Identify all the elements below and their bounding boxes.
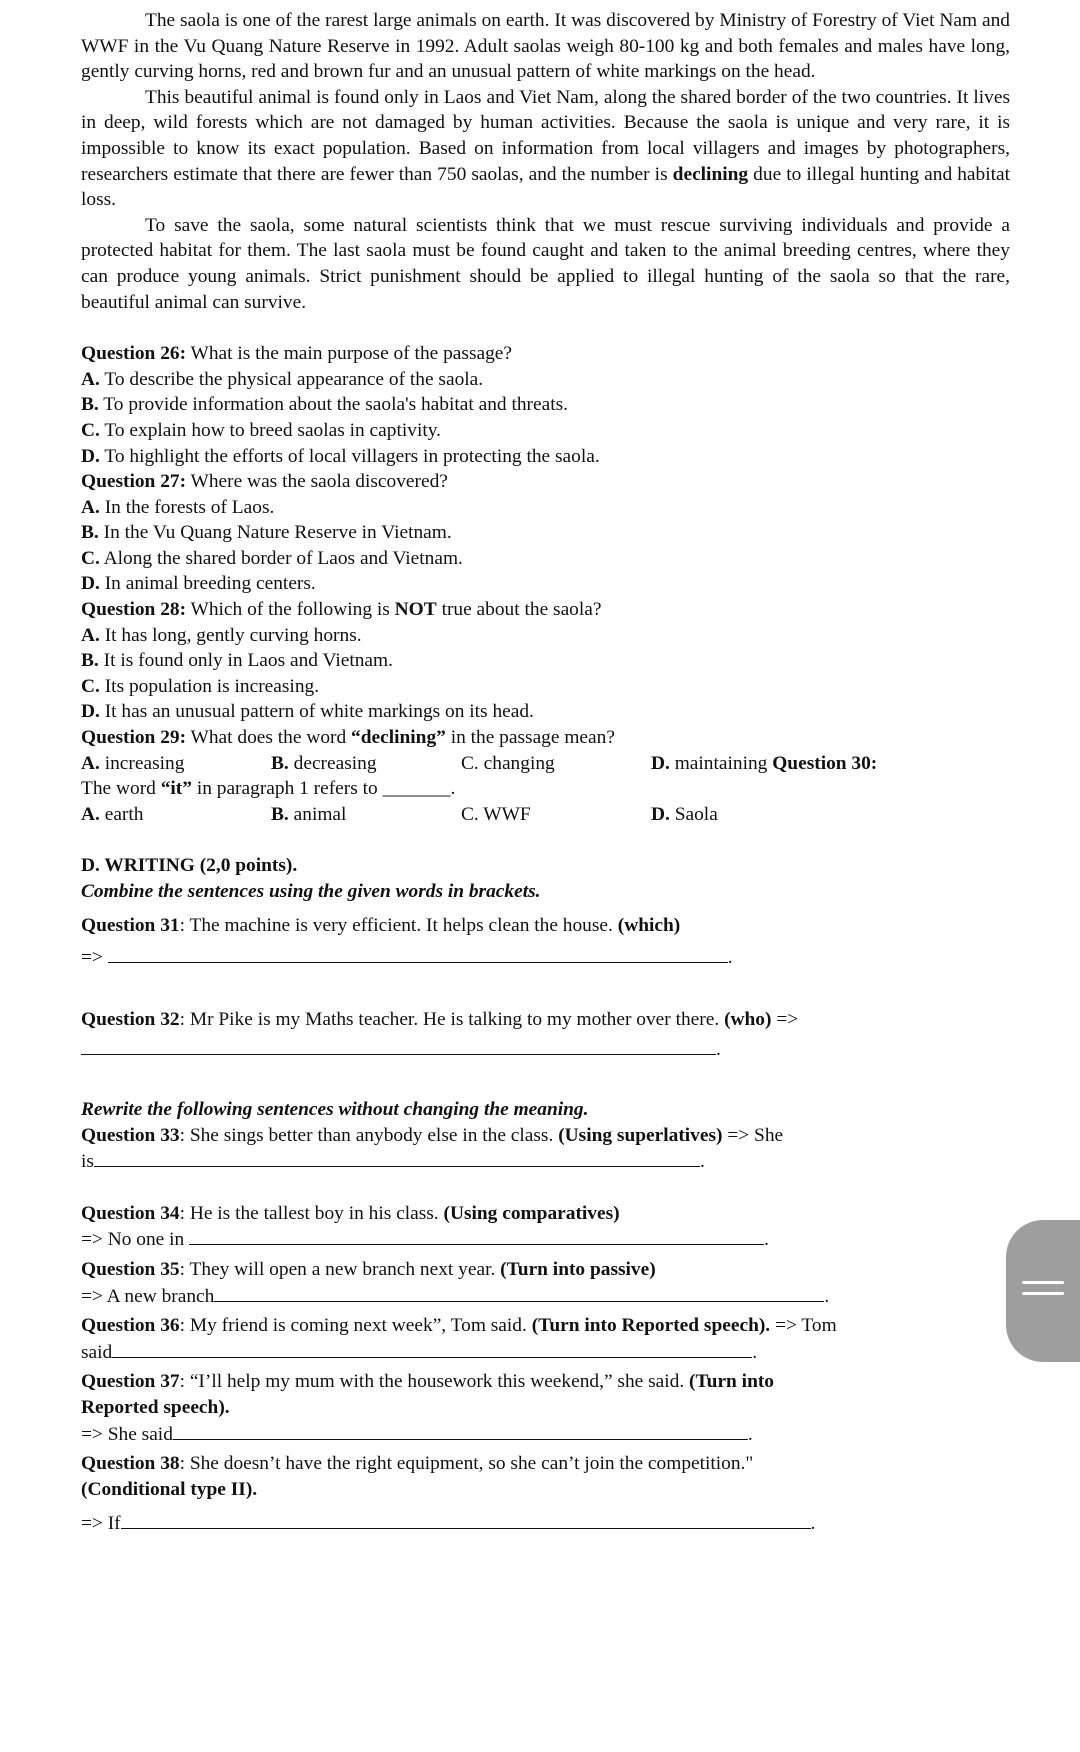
q35-answer-line[interactable] (214, 1283, 824, 1302)
option-letter: D. (651, 752, 670, 774)
option-text: To highlight the efforts of local villagers in protecting the saola. (104, 445, 600, 467)
question-38 (81, 1451, 1010, 1477)
option-letter: B. (81, 394, 99, 416)
answer-start: => She said (81, 1423, 173, 1445)
option-text: increasing (104, 752, 185, 774)
answer-start: => If (81, 1513, 121, 1535)
question-34 (81, 1201, 1010, 1227)
arrow: => (81, 947, 103, 969)
option-text: Along the shared border of Laos and Vietnam. (103, 547, 463, 569)
q33-answer-line[interactable] (94, 1148, 700, 1167)
option-letter: B. (271, 752, 289, 774)
option-letter: C. (81, 547, 100, 569)
q27-option-c[interactable] (81, 546, 1010, 572)
option-text: In the Vu Quang Nature Reserve in Vietnam. (103, 522, 452, 544)
option-text: Its population is increasing. (104, 675, 320, 697)
passage-paragraph-3: To save the saola, some natural scientists think that we must rescue surviving individuals and provide a protected habitat for them. The last saola must be found caught and taken to the animal breeding centres, where they can produce young animals. Strict punishment should be applied to illegal hunting of the saola so that the rare, beautiful animal can survive. (81, 214, 1010, 313)
question-label: Question 32 (81, 1008, 180, 1030)
option-letter: A. (81, 752, 100, 774)
option-letter: A. (81, 496, 100, 518)
option-letter: A. (81, 368, 100, 390)
question-label: Question 27: (81, 471, 187, 493)
q30-options (81, 802, 1010, 828)
q29-option-c[interactable] (461, 751, 651, 777)
q26-option-c[interactable] (81, 418, 1010, 444)
question-text: : “I’ll help my mum with the housework this weekend,” she said. (179, 1371, 685, 1393)
question-hint: (Turn into passive) (500, 1258, 656, 1280)
instruction-text: Rewrite the following sentences without changing the meaning. (81, 1098, 589, 1120)
question-text: What is the main purpose of the passage? (190, 343, 513, 365)
question-label: Question 34 (81, 1202, 180, 1224)
question-text-end: true about the saola? (441, 599, 602, 621)
answer-continuation: is (81, 1151, 94, 1173)
question-31 (81, 913, 1010, 939)
question-27 (81, 469, 1010, 495)
question-hint: Reported speech). (81, 1396, 230, 1418)
question-text-end: in paragraph 1 refers to (196, 778, 378, 800)
question-38-hint (81, 1477, 1010, 1503)
question-35 (81, 1257, 1010, 1283)
option-text: changing (483, 752, 555, 774)
q32-answer-row (81, 1036, 1010, 1063)
option-text: earth (104, 803, 144, 825)
question-label: Question 37 (81, 1371, 180, 1393)
option-text: decreasing (293, 752, 377, 774)
instruction-combine (81, 879, 1010, 905)
question-text: The word (81, 778, 156, 800)
q36-answer-line[interactable] (112, 1339, 752, 1358)
question-text: : The machine is very efficient. It helps clean the house. (179, 914, 613, 936)
writing-heading-text: D. WRITING (2,0 points). (81, 855, 298, 877)
q26-option-b[interactable] (81, 392, 1010, 418)
question-text: : My friend is coming next week”, Tom said. (179, 1315, 527, 1337)
passage-p2-text-end: due to illegal hunting and habitat loss. (81, 163, 1010, 211)
question-label: Question 33 (81, 1124, 180, 1146)
instruction-rewrite (81, 1097, 1010, 1123)
option-text: It has an unusual pattern of white markings on its head. (104, 701, 534, 723)
option-text: In animal breeding centers. (104, 573, 316, 595)
option-text: It has long, gently curving horns. (104, 624, 362, 646)
q38-answer-line[interactable] (121, 1510, 811, 1529)
question-text: Which of the following is (190, 599, 390, 621)
question-text: : She doesn’t have the right equipment, so she can’t join the competition." (179, 1453, 754, 1475)
option-letter: A. (81, 624, 100, 646)
grip-line-icon (1022, 1292, 1064, 1295)
q27-option-a[interactable] (81, 495, 1010, 521)
question-28 (81, 597, 1010, 623)
q33-answer-row (81, 1148, 1010, 1175)
q29-options (81, 751, 1010, 777)
question-label: Question 35 (81, 1258, 180, 1280)
q36-answer-row (81, 1339, 1010, 1366)
q28-option-c[interactable] (81, 674, 1010, 700)
passage-p2-text: This beautiful animal is found only in Laos and Viet Nam, along the shared border of the two countries. It lives in deep, wild forests which are not damaged by human activities. Because the saola is unique and very rare, it is impossible to know its exact population. Based on information from local villagers and images by photographers, researchers estimate that there are fewer than 750 saolas, and the number is (81, 86, 1010, 185)
passage-p2-bold-word: declining (672, 163, 749, 185)
option-text: animal (293, 803, 347, 825)
question-29 (81, 725, 1010, 751)
q30-option-b[interactable] (271, 802, 461, 828)
passage-paragraph-2 (81, 85, 1010, 213)
instruction-text: Combine the sentences using the given words in brackets. (81, 881, 541, 902)
answer-start: => No one in (81, 1229, 185, 1251)
question-emphasis: NOT (394, 599, 437, 621)
q27-option-b[interactable] (81, 520, 1010, 546)
question-text: Where was the saola discovered? (190, 471, 448, 493)
option-letter: B. (271, 803, 289, 825)
q27-option-d[interactable] (81, 571, 1010, 597)
q30-option-d[interactable] (651, 802, 718, 828)
q30-option-a[interactable] (81, 802, 271, 828)
question-text: What does the word (190, 727, 347, 749)
answer-blank: _______. (382, 778, 456, 800)
option-letter: B. (81, 650, 99, 672)
q35-answer-row (81, 1283, 1010, 1310)
arrow: => (776, 1008, 799, 1030)
grip-line-icon (1022, 1281, 1064, 1284)
answer-start: => Tom (775, 1315, 837, 1337)
option-text: To describe the physical appearance of the saola. (104, 368, 484, 390)
answer-start: => She (727, 1124, 784, 1146)
q29-option-a[interactable] (81, 751, 271, 777)
scrollbar-handle[interactable] (1006, 1220, 1080, 1362)
q29-option-d[interactable] (651, 751, 877, 777)
period: . (752, 1341, 758, 1363)
option-text: Saola (674, 803, 718, 825)
q31-answer-row (81, 944, 1010, 971)
q26-option-d[interactable] (81, 444, 1010, 470)
answer-start: => A new branch (81, 1285, 215, 1307)
question-33 (81, 1123, 1010, 1149)
option-letter: C. (81, 419, 100, 441)
option-text: In the forests of Laos. (104, 496, 275, 518)
question-label: Question 28: (81, 599, 187, 621)
q37-answer-row (81, 1421, 1010, 1448)
option-text: WWF (483, 803, 531, 825)
question-hint: (Turn into Reported speech). (531, 1315, 771, 1337)
option-text: To explain how to breed saolas in captivity. (104, 419, 441, 441)
period: . (810, 1513, 816, 1535)
option-text: maintaining (674, 752, 768, 774)
question-label: Question 36 (81, 1315, 180, 1337)
option-letter: B. (81, 522, 99, 544)
q32-answer-line[interactable] (81, 1036, 716, 1055)
question-label: Question 26: (81, 343, 187, 365)
option-letter: D. (651, 803, 670, 825)
question-emphasis: “it” (160, 778, 192, 800)
q31-answer-line[interactable] (108, 944, 728, 963)
writing-heading (81, 853, 1010, 879)
question-text: : He is the tallest boy in his class. (179, 1202, 439, 1224)
option-text: It is found only in Laos and Vietnam. (103, 650, 393, 672)
option-letter: D. (81, 701, 100, 723)
q34-answer-line[interactable] (189, 1226, 764, 1245)
question-36 (81, 1313, 1010, 1339)
question-26 (81, 341, 1010, 367)
option-letter: C. (461, 752, 479, 774)
question-hint: (Conditional type II). (81, 1478, 258, 1500)
question-text: : They will open a new branch next year. (179, 1258, 496, 1280)
worksheet-page (81, 8, 1010, 1537)
q26-option-a[interactable] (81, 367, 1010, 393)
question-text: : Mr Pike is my Maths teacher. He is talking to my mother over there. (179, 1008, 720, 1030)
question-hint: (Using comparatives) (443, 1202, 620, 1224)
period: . (716, 1039, 721, 1061)
q28-option-a[interactable] (81, 623, 1010, 649)
question-text: : She sings better than anybody else in the class. (179, 1124, 554, 1146)
option-letter: A. (81, 803, 100, 825)
q28-option-b[interactable] (81, 648, 1010, 674)
question-emphasis: “declining” (351, 727, 446, 749)
period: . (727, 947, 733, 969)
option-letter: D. (81, 573, 100, 595)
period: . (764, 1229, 769, 1251)
option-letter: C. (461, 803, 479, 825)
q29-option-b[interactable] (271, 751, 461, 777)
option-letter: C. (81, 675, 100, 697)
question-hint: (Turn into (689, 1371, 775, 1393)
question-30 (81, 776, 1010, 802)
question-hint: (Using superlatives) (558, 1124, 723, 1146)
q28-option-d[interactable] (81, 699, 1010, 725)
question-label: Question 31 (81, 914, 180, 936)
question-30-label: Question 30: (772, 752, 878, 774)
q37-answer-line[interactable] (173, 1421, 748, 1440)
period: . (824, 1285, 830, 1307)
question-37 (81, 1369, 1010, 1395)
q30-option-c[interactable] (461, 802, 651, 828)
q34-answer-row (81, 1226, 1010, 1253)
question-hint: (who) (724, 1008, 772, 1030)
period: . (747, 1423, 753, 1445)
period: . (699, 1151, 705, 1173)
answer-continuation: said (81, 1341, 113, 1363)
question-hint: (which) (617, 914, 681, 936)
q38-answer-row (81, 1510, 1010, 1537)
question-label: Question 38 (81, 1453, 180, 1475)
question-text-end: in the passage mean? (450, 727, 615, 749)
option-letter: D. (81, 445, 100, 467)
question-32 (81, 1007, 1010, 1033)
passage-paragraph-1: The saola is one of the rarest large animals on earth. It was discovered by Ministry of Forestry of Viet Nam and WWF in the Vu Quang Nature Reserve in 1992. Adult saolas weigh 80-100 kg and both females and males have long, gently curving horns, red and brown fur and an unusual pattern of white markings on the head. (81, 10, 1010, 83)
option-text: To provide information about the saola's habitat and threats. (103, 394, 568, 416)
question-label: Question 29: (81, 727, 187, 749)
question-37-hint-cont (81, 1395, 1010, 1421)
